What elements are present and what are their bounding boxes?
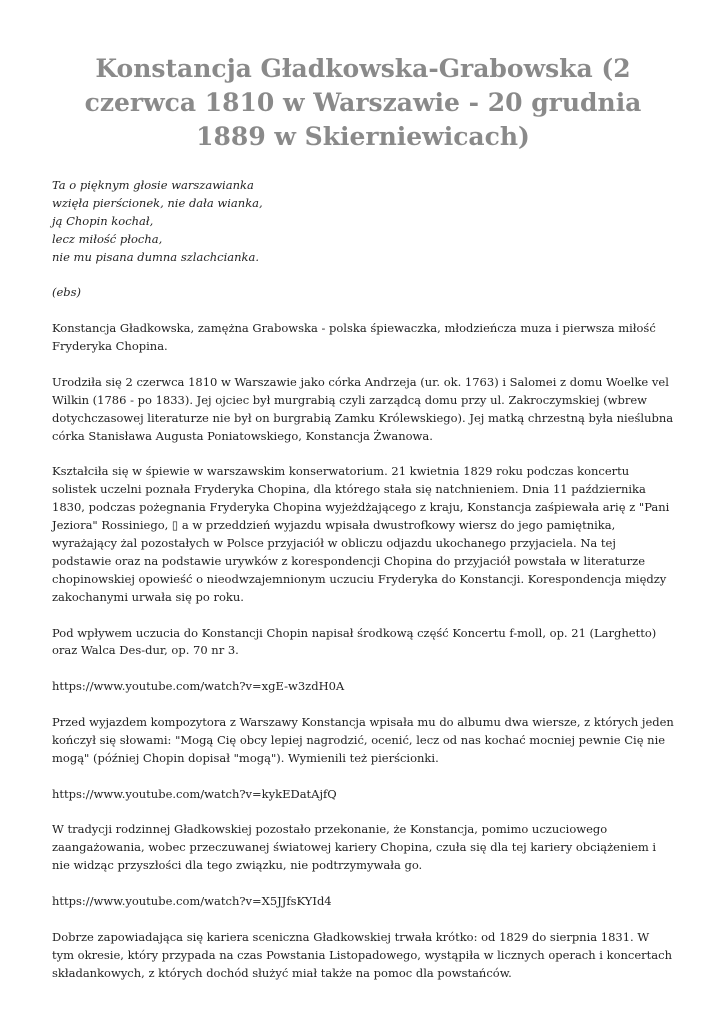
compositions-paragraph: Pod wpływem uczucia do Konstancji Chopin napisał środkową część Koncertu f-moll, op. 21 (Larghetto) oraz Walca Des-dur, op. 70 nr 3. — [52, 625, 657, 658]
youtube-link: https://www.youtube.com/watch?v=kykEDatAjfQ — [52, 786, 337, 801]
page-title: Konstancja Gładkowska-Grabowska (2 czerwca 1810 w Warszawie - 20 grudnia 1889 w Skierniewicach) — [84, 54, 642, 151]
career-paragraph: Dobrze zapowiadająca się kariera sceniczna Gładkowskiej trwała krótko: od 1829 do sierpnia 1831. W tym okresie, który przypada na czas Powstania Listopadowego, wystąpiła w licznych operach i koncertach składankowych, z których dochód służyć miał także na pomoc dla powstańców. — [52, 929, 673, 980]
album-paragraph: Przed wyjazdem kompozytora z Warszawy Konstancja wpisała mu do albumu dwa wiersze, z których jeden kończył się słowami: "Mogą Cię obcy lepiej nagrodzić, ocenić, lecz od nas kochać mocniej pewnie Cię nie mogą" (później Chopin dopisał "mogą"). Wymienili też pierścionki. — [52, 715, 674, 765]
youtube-link: https://www.youtube.com/watch?v=xgE-w3zdH0A — [52, 679, 345, 694]
biography-paragraph: Urodziła się 2 czerwca 1810 w Warszawie jako córka Andrzeja (ur. ok. 1763) i Salomei z domu Woelke vel Wilkin (1786 - po 1833). Jej ojciec był murgrabią czyli zarządcą domu przy ul. Zakroczymskiej (wbrew dotychczasowej literaturze nie był on burgrabią Zamku Królewskiego). Jej matką chrzestną była nieślubna córka Stanisława Augusta Poniatowskiego, Konstancja Żwanowa. — [52, 374, 674, 443]
intro-paragraph: Konstancja Gładkowska, zamężna Grabowska - polska śpiewaczka, młodzieńcza muza i pierwsza miłość Fryderyka Chopina. — [52, 321, 656, 354]
poem-line: wzięła pierścionek, nie dała wianka, — [52, 195, 263, 210]
poem-line: lecz miłość płocha, — [52, 231, 163, 246]
poem — [52, 177, 674, 267]
poem-line: nie mu pisana dumna szlachcianka. — [52, 249, 260, 264]
poem-line: Ta o pięknym głosie warszawianka — [52, 178, 254, 192]
poem-line: ją Chopin kochał, — [52, 213, 154, 228]
document-page — [52, 52, 674, 1001]
youtube-link: https://www.youtube.com/watch?v=X5JJfsKYId4 — [52, 894, 332, 909]
education-paragraph: Kształciła się w śpiewie w warszawskim konserwatorium. 21 kwietnia 1829 roku podczas koncertu solistek uczelni poznała Fryderyka Chopina, dla którego stała się natchnieniem. Dnia 11 października 1830, podczas pożegnania Fryderyka Chopina wyjeżdżającego z kraju, Konstancja zaśpiewała arię z "Pani Jeziora" Rossiniego, ▯ a w przeddzień wyjazdu wpisała dwustrofkowy wiersz do jego pamiętnika, wyrażający żal pozostałych w Polsce przyjaciół w obliczu odjazdu ukochanego przyjaciela. Na tej podstawie oraz na podstawie urywków z korespondencji Chopina do przyjaciół powstała w literaturze chopinowskiej opowieść o nieodwzajemnionym uczuciu Fryderyka do Konstancji. Korespondencja między zakochanymi urwała się po roku. — [52, 464, 670, 604]
poem-signature: (ebs) — [52, 285, 82, 300]
family-tradition-paragraph: W tradycji rodzinnej Gładkowskiej pozostało przekonanie, że Konstancja, pomimo uczuciowego zaangażowania, wobec przeczuwanej światowej kariery Chopina, czuła się dla tej kariery obciążeniem i nie widząc przyszłości dla tego związku, nie podtrzymywała go. — [52, 822, 657, 873]
